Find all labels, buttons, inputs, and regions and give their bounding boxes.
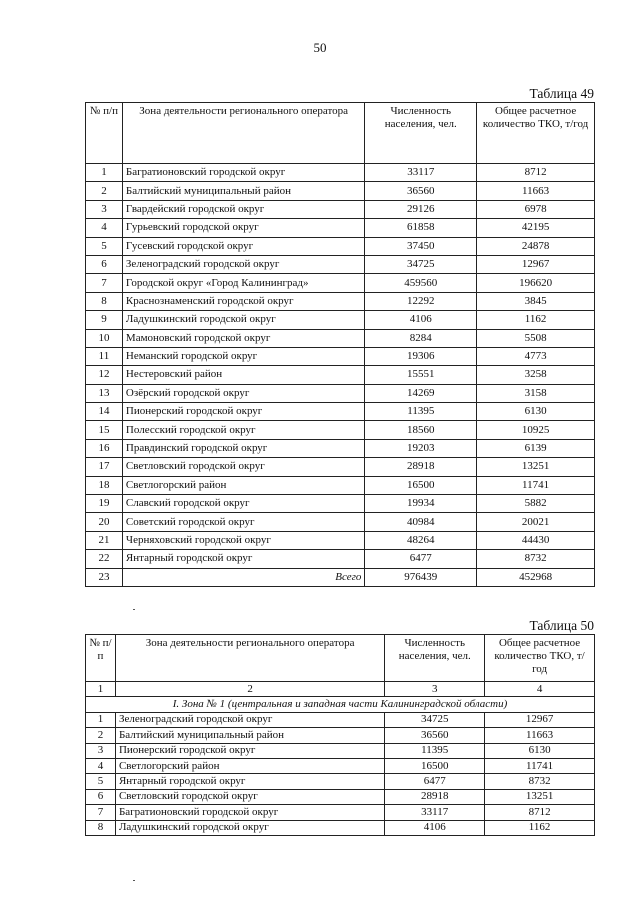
table-row bbox=[86, 347, 595, 365]
population-value: 18560 bbox=[365, 421, 477, 439]
population-value: 40984 bbox=[365, 513, 477, 531]
zone-name: Гусевский городской округ bbox=[122, 237, 364, 255]
table-row bbox=[86, 820, 595, 835]
population-value: 36560 bbox=[385, 728, 485, 743]
total-tko: 452968 bbox=[477, 568, 595, 586]
table-row bbox=[86, 728, 595, 743]
row-number: 2 bbox=[86, 728, 116, 743]
population-value: 15551 bbox=[365, 366, 477, 384]
column-number-row bbox=[86, 682, 595, 697]
tko-value: 11663 bbox=[485, 728, 595, 743]
population-value: 34725 bbox=[385, 712, 485, 727]
table-row bbox=[86, 774, 595, 789]
tko-value: 8732 bbox=[485, 774, 595, 789]
population-value: 61858 bbox=[365, 219, 477, 237]
tko-value: 11663 bbox=[477, 182, 595, 200]
table-row bbox=[86, 805, 595, 820]
zone-name: Гвардейский городской округ bbox=[122, 200, 364, 218]
zone-name: Озёрский городской округ bbox=[122, 384, 364, 402]
table-row bbox=[86, 458, 595, 476]
zone-name: Городской округ «Город Калининград» bbox=[122, 274, 364, 292]
row-number: 3 bbox=[86, 743, 116, 758]
tko-value: 11741 bbox=[485, 758, 595, 773]
table-row bbox=[86, 311, 595, 329]
zone-name: Зеленоградский городской округ bbox=[122, 255, 364, 273]
table-row bbox=[86, 403, 595, 421]
header-zone: Зона деятельности регионального оператора bbox=[122, 103, 364, 164]
header-zone: Зона деятельности регионального оператора bbox=[115, 635, 384, 682]
scan-speck bbox=[133, 609, 135, 610]
tko-value: 6978 bbox=[477, 200, 595, 218]
tko-value: 6130 bbox=[477, 403, 595, 421]
table-row bbox=[86, 200, 595, 218]
header-population: Численность населения, чел. bbox=[385, 635, 485, 682]
population-value: 4106 bbox=[385, 820, 485, 835]
tko-value: 8732 bbox=[477, 550, 595, 568]
row-number: 22 bbox=[86, 550, 123, 568]
column-number: 4 bbox=[485, 682, 595, 697]
row-number: 7 bbox=[86, 805, 116, 820]
row-number: 1 bbox=[86, 164, 123, 182]
table-row bbox=[86, 366, 595, 384]
row-number: 6 bbox=[86, 789, 116, 804]
population-value: 37450 bbox=[365, 237, 477, 255]
population-value: 11395 bbox=[365, 403, 477, 421]
table-row bbox=[86, 550, 595, 568]
tko-value: 3258 bbox=[477, 366, 595, 384]
zone-name: Светловский городской округ bbox=[115, 789, 384, 804]
table-row bbox=[86, 743, 595, 758]
table-50 bbox=[85, 634, 595, 836]
row-number: 21 bbox=[86, 531, 123, 549]
table-50-caption: Таблица 50 bbox=[529, 618, 594, 633]
row-number: 20 bbox=[86, 513, 123, 531]
table-row bbox=[86, 292, 595, 310]
zone-name: Краснознаменский городской округ bbox=[122, 292, 364, 310]
row-number: 5 bbox=[86, 774, 116, 789]
zone-name: Пионерский городской округ bbox=[122, 403, 364, 421]
population-value: 12292 bbox=[365, 292, 477, 310]
tko-value: 13251 bbox=[485, 789, 595, 804]
zone-name: Славский городской округ bbox=[122, 495, 364, 513]
population-value: 19934 bbox=[365, 495, 477, 513]
tko-value: 42195 bbox=[477, 219, 595, 237]
row-number: 13 bbox=[86, 384, 123, 402]
population-value: 16500 bbox=[365, 476, 477, 494]
population-value: 48264 bbox=[365, 531, 477, 549]
row-number: 19 bbox=[86, 495, 123, 513]
row-number: 3 bbox=[86, 200, 123, 218]
zone-name: Правдинский городской округ bbox=[122, 439, 364, 457]
zone-name: Янтарный городской округ bbox=[115, 774, 384, 789]
zone-name: Балтийский муниципальный район bbox=[115, 728, 384, 743]
header-population: Численность населения, чел. bbox=[365, 103, 477, 164]
zone-name: Черняховский городской округ bbox=[122, 531, 364, 549]
table-row bbox=[86, 237, 595, 255]
tko-value: 12967 bbox=[477, 255, 595, 273]
row-number: 2 bbox=[86, 182, 123, 200]
tko-value: 13251 bbox=[477, 458, 595, 476]
row-number: 5 bbox=[86, 237, 123, 255]
population-value: 33117 bbox=[385, 805, 485, 820]
table-row bbox=[86, 476, 595, 494]
total-label: Всего bbox=[122, 568, 364, 586]
tko-value: 24878 bbox=[477, 237, 595, 255]
table-row bbox=[86, 439, 595, 457]
table-row bbox=[86, 182, 595, 200]
population-value: 34725 bbox=[365, 255, 477, 273]
row-number: 1 bbox=[86, 712, 116, 727]
column-number: 1 bbox=[86, 682, 116, 697]
population-value: 29126 bbox=[365, 200, 477, 218]
population-value: 8284 bbox=[365, 329, 477, 347]
total-population: 976439 bbox=[365, 568, 477, 586]
table-row bbox=[86, 164, 595, 182]
zone-name: Ладушкинский городской округ bbox=[115, 820, 384, 835]
page-number: 50 bbox=[313, 40, 327, 55]
row-number: 12 bbox=[86, 366, 123, 384]
table-row bbox=[86, 758, 595, 773]
population-value: 16500 bbox=[385, 758, 485, 773]
table-row bbox=[86, 789, 595, 804]
zone-name: Светловский городской округ bbox=[122, 458, 364, 476]
row-number: 9 bbox=[86, 311, 123, 329]
table-row bbox=[86, 255, 595, 273]
table-49-caption: Таблица 49 bbox=[529, 86, 594, 101]
zone-name: Ладушкинский городской округ bbox=[122, 311, 364, 329]
population-value: 19203 bbox=[365, 439, 477, 457]
table-row bbox=[86, 513, 595, 531]
population-value: 11395 bbox=[385, 743, 485, 758]
row-number: 4 bbox=[86, 758, 116, 773]
row-number: 6 bbox=[86, 255, 123, 273]
population-value: 459560 bbox=[365, 274, 477, 292]
row-number: 15 bbox=[86, 421, 123, 439]
row-number: 14 bbox=[86, 403, 123, 421]
zone-name: Зеленоградский городской округ bbox=[115, 712, 384, 727]
header-tko: Общее расчетное количество ТКО, т/год bbox=[477, 103, 595, 164]
tko-value: 5882 bbox=[477, 495, 595, 513]
row-number: 23 bbox=[86, 568, 123, 586]
zone-name: Багратионовский городской округ bbox=[122, 164, 364, 182]
table-row bbox=[86, 495, 595, 513]
tko-value: 6130 bbox=[485, 743, 595, 758]
tko-value: 8712 bbox=[485, 805, 595, 820]
tko-value: 44430 bbox=[477, 531, 595, 549]
zone-name: Гурьевский городской округ bbox=[122, 219, 364, 237]
table-header-row bbox=[86, 635, 595, 682]
zone-name: Янтарный городской округ bbox=[122, 550, 364, 568]
zone-name: Нестеровский район bbox=[122, 366, 364, 384]
row-number: 4 bbox=[86, 219, 123, 237]
zone-name: Светлогорский район bbox=[122, 476, 364, 494]
zone-name: Полесский городской округ bbox=[122, 421, 364, 439]
tko-value: 11741 bbox=[477, 476, 595, 494]
zone-name: Пионерский городской округ bbox=[115, 743, 384, 758]
population-value: 6477 bbox=[365, 550, 477, 568]
tko-value: 4773 bbox=[477, 347, 595, 365]
population-value: 36560 bbox=[365, 182, 477, 200]
table-row bbox=[86, 712, 595, 727]
zone-name: Светлогорский район bbox=[115, 758, 384, 773]
scan-speck bbox=[133, 880, 135, 881]
total-row bbox=[86, 568, 595, 586]
tko-value: 10925 bbox=[477, 421, 595, 439]
tko-value: 1162 bbox=[477, 311, 595, 329]
row-number: 16 bbox=[86, 439, 123, 457]
row-number: 8 bbox=[86, 292, 123, 310]
population-value: 28918 bbox=[365, 458, 477, 476]
table-row bbox=[86, 274, 595, 292]
row-number: 10 bbox=[86, 329, 123, 347]
tko-value: 1162 bbox=[485, 820, 595, 835]
zone-name: Неманский городской округ bbox=[122, 347, 364, 365]
tko-value: 5508 bbox=[477, 329, 595, 347]
tko-value: 12967 bbox=[485, 712, 595, 727]
table-row bbox=[86, 219, 595, 237]
population-value: 4106 bbox=[365, 311, 477, 329]
zone-name: Мамоновский городской округ bbox=[122, 329, 364, 347]
row-number: 8 bbox=[86, 820, 116, 835]
tko-value: 20021 bbox=[477, 513, 595, 531]
tko-value: 3845 bbox=[477, 292, 595, 310]
table-row bbox=[86, 329, 595, 347]
tko-value: 8712 bbox=[477, 164, 595, 182]
zone-name: Балтийский муниципальный район bbox=[122, 182, 364, 200]
zone-title: I. Зона № 1 (центральная и западная части Калининградской области) bbox=[86, 697, 595, 712]
population-value: 28918 bbox=[385, 789, 485, 804]
header-tko: Общее расчетное количество ТКО, т/год bbox=[485, 635, 595, 682]
row-number: 11 bbox=[86, 347, 123, 365]
table-row bbox=[86, 421, 595, 439]
header-num: № п/п bbox=[86, 635, 116, 682]
header-num: № п/п bbox=[86, 103, 123, 164]
population-value: 33117 bbox=[365, 164, 477, 182]
population-value: 6477 bbox=[385, 774, 485, 789]
row-number: 18 bbox=[86, 476, 123, 494]
tko-value: 3158 bbox=[477, 384, 595, 402]
population-value: 14269 bbox=[365, 384, 477, 402]
tko-value: 196620 bbox=[477, 274, 595, 292]
zone-name: Багратионовский городской округ bbox=[115, 805, 384, 820]
population-value: 19306 bbox=[365, 347, 477, 365]
zone-title-row bbox=[86, 697, 595, 712]
row-number: 17 bbox=[86, 458, 123, 476]
table-49 bbox=[85, 102, 595, 587]
column-number: 3 bbox=[385, 682, 485, 697]
row-number: 7 bbox=[86, 274, 123, 292]
table-row bbox=[86, 531, 595, 549]
table-row bbox=[86, 384, 595, 402]
tko-value: 6139 bbox=[477, 439, 595, 457]
table-header-row bbox=[86, 103, 595, 164]
column-number: 2 bbox=[115, 682, 384, 697]
zone-name: Советский городской округ bbox=[122, 513, 364, 531]
